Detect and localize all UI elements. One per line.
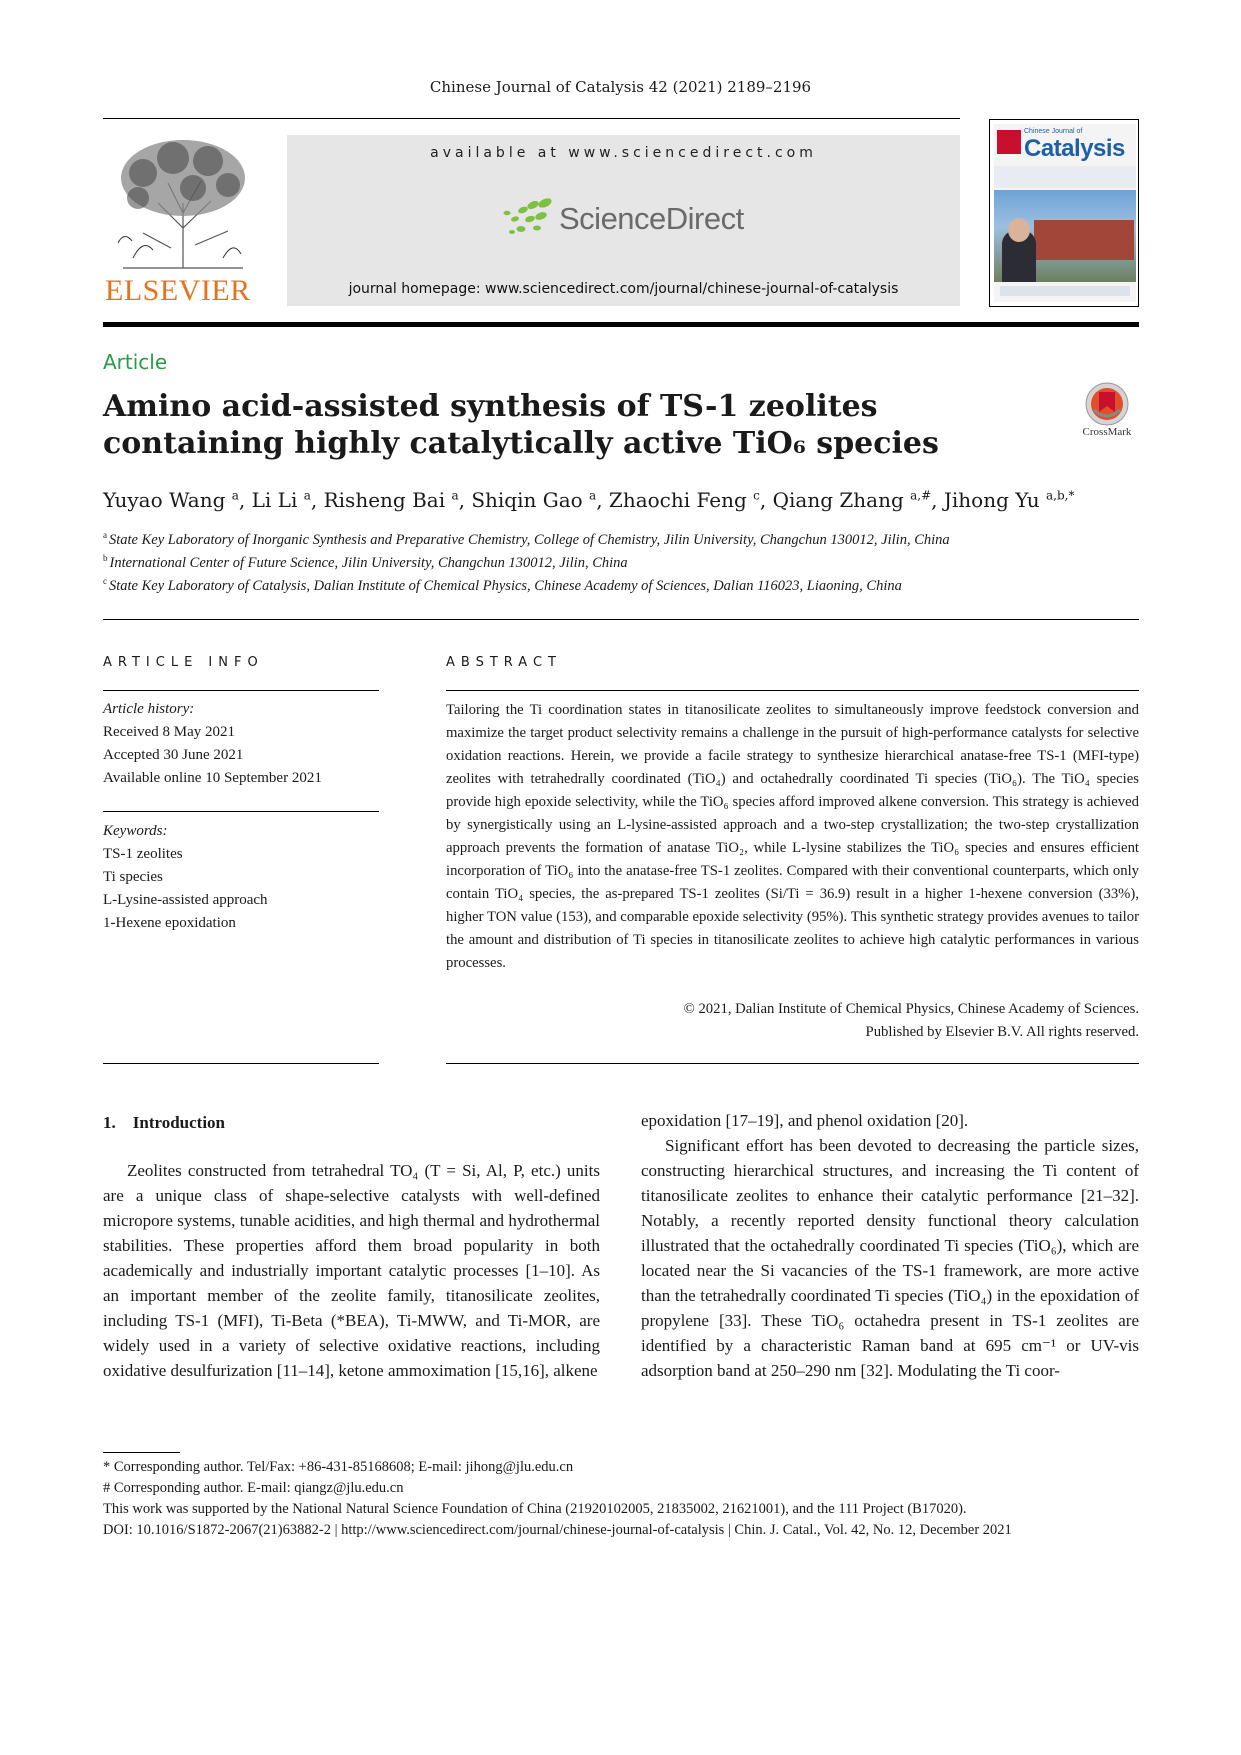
keywords: Keywords: TS-1 zeolites Ti species L-Lysine-assisted approach 1-Hexene epoxidation (103, 820, 268, 935)
footnote: * Corresponding author. Tel/Fax: +86-431-85168608; E-mail: jihong@jlu.edu.cn (103, 1459, 574, 1475)
available-at-text: available at www.sciencedirect.com (430, 145, 817, 161)
author[interactable]: Zhaochi Feng $^c$ (608, 488, 760, 512)
keyword: L-Lysine-assisted approach (103, 892, 268, 908)
intro-paragraph-continued: epoxidation [17–19], and phenol oxidation [20]. (641, 1111, 969, 1130)
crossmark-label: CrossMark (1082, 426, 1132, 438)
author[interactable]: Jihong Yu $^{a,b,*}$ (943, 488, 1075, 512)
affiliation: $^b$ International Center of Future Science, Jilin University, Changchun 130012, Jilin, China (103, 553, 628, 571)
elsevier-tree-icon (103, 133, 263, 273)
abstract-heading: ABSTRACT (446, 655, 562, 670)
journal-citation: Chinese Journal of Catalysis 42 (2021) 2189–2196 (429, 78, 812, 96)
author[interactable]: Qiang Zhang $^{a,\#}$ (772, 488, 932, 512)
article-title: Amino acid-assisted synthesis of TS-1 zeolites containing highly catalytically active TiO₆ species (103, 389, 939, 461)
author[interactable]: Shiqin Gao $^a$ (471, 488, 597, 512)
copyright-notice: © 2021, Dalian Institute of Chemical Physics, Chinese Academy of Sciences. Published by Elsevier B.V. All rights reserved. (683, 1001, 1139, 1040)
abstract-rule (446, 690, 1139, 691)
cover-title: Catalysis (1024, 135, 1125, 162)
cover-subtitle: Chinese Journal of (1024, 128, 1083, 135)
header-rule (103, 118, 960, 119)
sciencedirect-banner (287, 135, 960, 306)
author-list: Yuyao Wang $^a$, Li Li $^a$, Risheng Bai $^a$, Shiqin Gao $^a$, Zhaochi Feng $^c$, Qiang Zhang $^{a,\#}$, Jihong Yu $^{a,b,*}$ (103, 488, 1075, 512)
crossmark-icon (1072, 382, 1142, 426)
available-online-date: Available online 10 September 2021 (103, 770, 322, 786)
abstract-bottom-rule (446, 1063, 1139, 1064)
article-info-rule (103, 690, 379, 691)
journal-cover (989, 119, 1139, 307)
journal-homepage[interactable]: journal homepage: www.sciencedirect.com/journal/chinese-journal-of-catalysis (348, 281, 899, 297)
elsevier-wordmark: ELSEVIER (105, 274, 251, 307)
crossmark-badge[interactable] (1072, 382, 1142, 442)
intro-paragraph: Zeolites constructed from tetrahedral TO₄ (T = Si, Al, P, etc.) units are a unique class of shape-selective catalysts with well-defined micropore systems, tunable acidities, and high thermal and hydrothermal stabilities. These properties afford them broad popularity in both academically and industrially important catalytic processes [1–10]. As an important member of the zeolite family, titanosilicate zeolites, including TS-1 (MFI), Ti-Beta (*BEA), Ti-MWW, and Ti-MOR, are widely used in a variety of selective oxidative reactions, including oxidative desulfurization [11–14], ketone ammoximation [15,16], alkene (103, 1161, 600, 1380)
sciencedirect-wordmark: ScienceDirect (559, 201, 744, 236)
author[interactable]: Li Li $^a$ (251, 488, 311, 512)
keyword: Ti species (103, 869, 163, 885)
footnote-rule (103, 1452, 180, 1453)
article-type-label: Article (103, 350, 168, 374)
author[interactable]: Yuyao Wang $^a$ (103, 488, 239, 512)
affiliation: $^c$ State Key Laboratory of Catalysis, Dalian Institute of Chemical Physics, Chinese Academy of Sciences, Dalian 116023, Liaoning, China (103, 576, 902, 594)
elsevier-logo (103, 133, 263, 308)
keyword: 1-Hexene epoxidation (103, 915, 236, 931)
accepted-date: Accepted 30 June 2021 (103, 747, 244, 763)
footnote: This work was supported by the National Natural Science Foundation of China (21920102005, 21835002, 21621001), and the 111 Project (B17020). (103, 1501, 967, 1517)
received-date: Received 8 May 2021 (103, 724, 236, 740)
cover-emblem-icon (997, 130, 1021, 154)
sciencedirect-dots-icon (497, 195, 557, 245)
keywords-rule (103, 811, 379, 812)
section-heading: 1. Introduction (103, 1113, 226, 1132)
footnotes (103, 1457, 1143, 1541)
keyword: TS-1 zeolites (103, 846, 183, 862)
article-info-heading: ARTICLE INFO (103, 655, 264, 670)
footnote: # Corresponding author. E-mail: qiangz@jlu.edu.cn (103, 1480, 404, 1496)
abstract-body: Tailoring the Ti coordination states in titanosilicate zeolites to simultaneously improve feedstock conversion and maximize the target product selectivity remains a challenge in the pursuit of high-performance catalysts for selective oxidation reactions. Herein, we provide a facile strategy to synthesize hierarchical anatase-free TS-1 (MFI-type) zeolites with tetrahedrally coordinated (TiO₄) and octahedrally coordinated Ti species (TiO₆). The TiO₄ species provide high epoxide selectivity, while the TiO₆ species afford improved alkene conversion. This strategy is achieved by synergistically using an L-lysine-assisted approach and a two-step crystallization; the two-step crystallization approach prevents the formation of anatase TiO₂, while L-lysine stabilizes the TiO₆ species and ensures efficient incorporation of TiO₆ into the anatase-free TS-1 zeolites. Compared with their conventional counterparts, which only contain TiO₄ species, the as-prepared TS-1 zeolites (Si/Ti = 36.9) result in a higher 1-hexene conversion (33%), higher TON value (153), and comparable epoxide selectivity (95%). This synthetic strategy provides avenues to tailor the amount and distribution of Ti species in titanosilicate zeolites to achieve high catalytic performances in various processes. (446, 702, 1139, 971)
header-thick-rule (103, 322, 1139, 327)
author[interactable]: Risheng Bai $^a$ (323, 488, 459, 512)
article-info-bottom-rule (103, 1063, 379, 1064)
article-history: Article history: Received 8 May 2021 Accepted 30 June 2021 Available online 10 September 2021 (103, 698, 322, 790)
doi-line[interactable]: DOI: 10.1016/S1872-2067(21)63882-2 | http://www.sciencedirect.com/journal/chinese-journal-of-catalysis | Chin. J. Catal., Vol. 42, No. 12, December 2021 (103, 1522, 1012, 1538)
affiliation-rule (103, 619, 1139, 620)
sciencedirect-logo (497, 195, 767, 245)
affiliation: $^a$ State Key Laboratory of Inorganic Synthesis and Preparative Chemistry, College of Chemistry, Jilin University, Changchun 130012, Jilin, China (103, 530, 950, 548)
intro-paragraph: Significant effort has been devoted to decreasing the particle sizes, constructing hierarchical structures, and increasing the Ti content of titanosilicate zeolites to enhance their catalytic performance [21–32]. Notably, a recently reported density functional theory calculation illustrated that the octahedrally coordinated Ti species (TiO₆), which are located near the Si vacancies of the TS-1 framework, are more active than the tetrahedrally coordinated Ti species (TiO₄) in the epoxidation of propylene [33]. These TiO₆ octahedra present in TS-1 zeolites are identified by a characteristic Raman band at 695 cm⁻¹ or UV-vis adsorption band at 250–290 nm [32]. Modulating the Ti coor- (641, 1136, 1139, 1380)
cover-photo (994, 190, 1136, 282)
